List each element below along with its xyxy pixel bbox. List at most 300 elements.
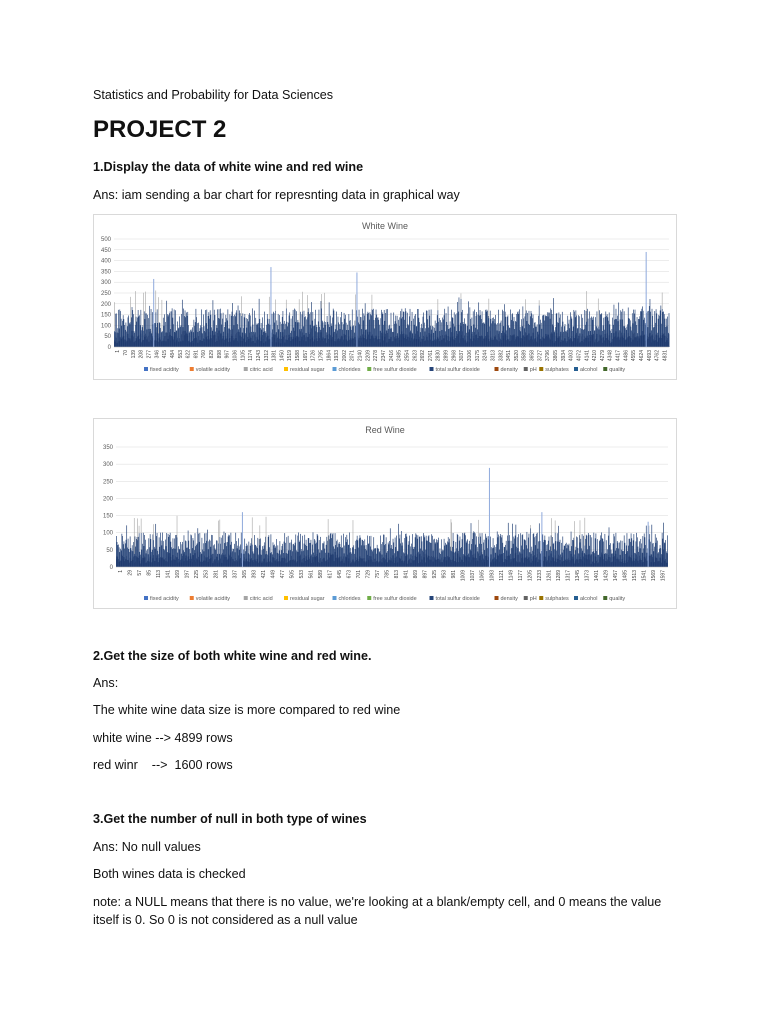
data-bar-base — [347, 341, 348, 347]
data-bar-base — [382, 333, 383, 347]
data-bar-base — [645, 558, 646, 567]
data-bar-base — [363, 332, 364, 347]
data-bar-base — [295, 560, 296, 567]
x-tick-label: 169 — [175, 570, 182, 579]
data-bar-base — [622, 337, 623, 347]
legend-label: chlorides — [338, 367, 361, 373]
data-bar-base — [538, 562, 539, 567]
data-bar-base — [205, 332, 206, 347]
data-bar-base — [310, 339, 311, 347]
data-bar-base — [622, 559, 623, 567]
data-bar-base — [526, 558, 527, 567]
data-bar-base — [535, 338, 536, 347]
data-bar-base — [323, 337, 324, 347]
data-bar-base — [180, 341, 181, 347]
data-bar-light — [580, 520, 581, 542]
x-tick-label: 484 — [169, 350, 176, 359]
data-bar-base — [575, 338, 576, 347]
data-bar-base — [335, 339, 336, 347]
data-bar-base — [223, 336, 224, 347]
data-bar-base — [563, 341, 564, 347]
data-bar-base — [330, 335, 331, 347]
x-tick-label: 113 — [156, 570, 163, 578]
data-bar-base — [618, 337, 619, 347]
red-wine-chart-svg — [94, 419, 676, 608]
data-bar-base — [182, 331, 183, 347]
data-bar-base — [294, 561, 295, 567]
data-bar-light — [286, 300, 287, 309]
data-bar-base — [665, 561, 666, 567]
data-bar-base — [127, 341, 128, 347]
data-bar-base — [496, 559, 497, 567]
data-bar-base — [455, 338, 456, 347]
data-bar-base — [548, 557, 549, 567]
data-bar-base — [133, 560, 134, 567]
x-tick-label: 561 — [308, 570, 315, 579]
data-bar-base — [280, 339, 281, 347]
data-bar-base — [351, 338, 352, 347]
data-bar-base — [174, 337, 175, 347]
x-tick-label: 141 — [165, 570, 172, 579]
data-bar-base — [164, 559, 165, 567]
x-tick-label: 1121 — [498, 570, 505, 581]
data-bar-light — [141, 519, 142, 533]
data-bar-base — [292, 339, 293, 347]
data-bar-base — [458, 335, 459, 347]
data-bar-base — [288, 338, 289, 347]
data-bar-base — [387, 562, 388, 567]
x-tick-label: 3727 — [537, 350, 544, 362]
data-bar-base — [354, 563, 355, 567]
data-bar-base — [366, 339, 367, 347]
data-bar-base — [667, 563, 668, 567]
x-tick-label: 4693 — [646, 350, 653, 362]
data-bar-base — [614, 556, 615, 567]
data-bar-base — [438, 337, 439, 347]
data-bar-base — [126, 340, 127, 347]
data-bar-base — [648, 337, 649, 347]
data-bar-base — [450, 338, 451, 347]
x-tick-label: 2002 — [341, 350, 348, 362]
data-bar-base — [148, 561, 149, 567]
data-bar-base — [359, 341, 360, 347]
data-bar-base — [562, 562, 563, 567]
data-bar-base — [488, 557, 489, 567]
data-bar-base — [540, 563, 541, 567]
x-tick-label: 1457 — [612, 570, 619, 582]
data-bar-base — [202, 341, 203, 347]
data-bar-base — [342, 559, 343, 567]
data-bar-base — [382, 562, 383, 567]
data-bar-base — [133, 337, 134, 347]
data-bar-base — [612, 342, 613, 347]
data-bar-base — [327, 560, 328, 567]
data-bar-base — [177, 340, 178, 347]
data-bar-base — [528, 340, 529, 347]
data-bar-base — [461, 335, 462, 347]
data-bar-base — [213, 329, 214, 347]
data-bar-base — [496, 559, 497, 567]
x-tick-label: 1345 — [574, 570, 581, 582]
answer-3-line-1: Ans: No null values — [93, 840, 201, 854]
data-bar-base — [607, 559, 608, 567]
data-bar-base — [171, 557, 172, 567]
data-bar-base — [585, 554, 586, 567]
data-bar-base — [400, 558, 401, 567]
data-bar-base — [124, 339, 125, 347]
data-bar-base — [207, 339, 208, 347]
x-tick-label: 4348 — [607, 350, 614, 362]
data-bar-base — [363, 337, 364, 347]
data-bar-base — [313, 562, 314, 567]
data-bar-base — [416, 557, 417, 567]
data-bar-base — [146, 563, 147, 567]
data-bar-base — [179, 342, 180, 347]
y-tick-label: 200 — [102, 496, 113, 503]
data-bar-base — [211, 555, 212, 567]
data-bar-base — [238, 332, 239, 347]
data-bar-base — [576, 333, 577, 347]
data-bar-base — [425, 341, 426, 347]
data-bar-base — [582, 561, 583, 567]
data-bar-base — [281, 339, 282, 347]
data-bar-base — [512, 548, 513, 567]
data-bar-base — [149, 332, 150, 347]
data-bar-base — [616, 331, 617, 347]
data-bar-base — [661, 563, 662, 567]
x-tick-label: 2968 — [451, 350, 458, 362]
legend-swatch — [574, 596, 578, 600]
data-bar-base — [544, 557, 545, 567]
data-bar-base — [155, 549, 156, 567]
data-bar-base — [450, 559, 451, 567]
y-tick-label: 350 — [102, 445, 113, 451]
data-bar-base — [654, 562, 655, 567]
data-bar-base — [116, 559, 117, 567]
data-bar-base — [602, 557, 603, 567]
data-bar-base — [643, 562, 644, 567]
data-bar-base — [438, 559, 439, 567]
data-bar-base — [329, 340, 330, 347]
data-bar-base — [524, 558, 525, 567]
data-bar-base — [426, 335, 427, 347]
data-bar-base — [483, 339, 484, 347]
x-tick-label: 1177 — [517, 570, 524, 581]
data-bar-base — [158, 562, 159, 567]
data-bar-base — [192, 341, 193, 347]
data-bar-base — [217, 557, 218, 567]
x-tick-label: 4762 — [654, 350, 661, 362]
data-bar-base — [364, 338, 365, 347]
data-bar-base — [381, 559, 382, 567]
data-bar-base — [306, 559, 307, 567]
data-bar-base — [565, 560, 566, 567]
data-bar-base — [524, 557, 525, 567]
data-bar-base — [399, 336, 400, 347]
data-bar-base — [588, 555, 589, 567]
data-bar-base — [621, 333, 622, 347]
answer-1: Ans: iam sending a bar chart for represnting data in graphical way — [93, 188, 460, 202]
data-bar-base — [116, 338, 117, 347]
data-bar-base — [139, 339, 140, 347]
data-bar-base — [551, 553, 552, 567]
data-bar-base — [222, 339, 223, 347]
data-bar-base — [546, 334, 547, 347]
data-bar-base — [553, 326, 554, 347]
data-bar-base — [658, 338, 659, 347]
data-bar-base — [165, 558, 166, 567]
chart-title: White Wine — [361, 221, 409, 231]
data-bar-base — [400, 334, 401, 347]
data-bar-base — [490, 331, 491, 347]
data-bar-base — [436, 339, 437, 347]
data-bar-base — [544, 338, 545, 347]
data-bar-base — [297, 556, 298, 567]
data-bar-base — [545, 557, 546, 567]
data-bar-base — [378, 561, 379, 567]
data-bar-base — [353, 561, 354, 567]
data-bar-base — [241, 553, 242, 567]
data-bar-base — [162, 341, 163, 347]
data-bar-base — [119, 337, 120, 347]
data-bar-base — [217, 563, 218, 567]
data-bar-base — [230, 338, 231, 347]
data-bar-base — [597, 560, 598, 567]
data-bar-base — [638, 561, 639, 567]
data-bar-base — [661, 338, 662, 347]
x-tick-label: 1795 — [318, 350, 325, 362]
data-bar-base — [356, 560, 357, 567]
data-bar-base — [221, 333, 222, 347]
data-bar-base — [393, 560, 394, 567]
data-bar-base — [324, 558, 325, 567]
data-bar-base — [468, 332, 469, 347]
data-bar-base — [233, 560, 234, 567]
data-bar-base — [160, 557, 161, 567]
data-bar-base — [325, 338, 326, 347]
data-bar-base — [481, 560, 482, 567]
data-bar-base — [549, 338, 550, 347]
data-bar-base — [495, 561, 496, 567]
data-bar-base — [164, 341, 165, 347]
legend-label: quality — [609, 367, 626, 373]
data-bar-base — [657, 558, 658, 567]
legend-swatch — [524, 367, 528, 371]
data-bar-base — [189, 559, 190, 567]
data-bar-base — [124, 557, 125, 567]
data-bar-base — [422, 560, 423, 567]
data-bar-base — [349, 558, 350, 567]
data-bar-base — [130, 338, 131, 347]
data-bar-base — [117, 343, 118, 347]
data-bar-base — [430, 557, 431, 567]
data-bar-base — [604, 563, 605, 567]
data-bar-base — [427, 557, 428, 567]
data-bar-base — [240, 559, 241, 567]
data-bar-light — [153, 524, 154, 540]
data-bar-base — [644, 557, 645, 567]
data-bar-base — [602, 343, 603, 347]
data-bar-base — [394, 337, 395, 347]
data-bar-base — [581, 559, 582, 567]
data-bar-base — [511, 562, 512, 567]
data-bar-base — [636, 559, 637, 567]
data-bar-base — [205, 561, 206, 567]
data-bar-base — [388, 342, 389, 347]
data-bar-base — [194, 338, 195, 347]
data-bar-base — [484, 560, 485, 567]
data-bar-base — [517, 555, 518, 567]
data-bar-base — [563, 561, 564, 567]
data-bar-base — [278, 337, 279, 347]
data-bar-base — [249, 333, 250, 347]
data-bar-base — [210, 338, 211, 347]
data-bar-base — [167, 562, 168, 567]
data-bar-base — [622, 561, 623, 567]
data-bar-base — [603, 337, 604, 347]
data-bar-base — [608, 340, 609, 347]
data-bar-light — [321, 294, 322, 308]
data-bar-base — [255, 560, 256, 567]
data-bar-base — [495, 335, 496, 347]
data-bar-base — [275, 560, 276, 567]
data-bar-base — [527, 335, 528, 347]
data-bar-base — [379, 339, 380, 347]
data-bar-base — [214, 332, 215, 347]
data-bar-base — [319, 559, 320, 567]
legend-swatch — [495, 367, 499, 371]
data-bar-base — [226, 560, 227, 567]
data-bar-light — [155, 290, 156, 312]
data-bar-base — [391, 341, 392, 347]
data-bar-base — [226, 339, 227, 347]
data-bar-base — [280, 556, 281, 567]
data-bar-base — [477, 560, 478, 567]
data-bar-base — [482, 552, 483, 567]
data-bar-base — [166, 341, 167, 347]
data-bar-base — [183, 561, 184, 567]
data-bar-base — [605, 338, 606, 347]
data-bar-base — [629, 557, 630, 567]
data-bar-base — [487, 560, 488, 567]
y-tick-label: 250 — [100, 291, 111, 297]
data-bar-base — [525, 332, 526, 347]
data-bar-base — [632, 561, 633, 567]
data-bar-base — [659, 338, 660, 347]
data-bar-base — [412, 556, 413, 567]
data-bar-base — [552, 334, 553, 347]
data-bar-base — [554, 343, 555, 347]
data-bar-base — [216, 339, 217, 347]
data-bar-base — [457, 553, 458, 567]
data-bar-base — [193, 555, 194, 567]
data-bar-base — [224, 340, 225, 347]
data-bar-light — [353, 520, 354, 547]
data-bar-base — [644, 335, 645, 347]
legend-label: volatile acidity — [195, 367, 230, 373]
data-bar-base — [619, 340, 620, 347]
data-bar-base — [340, 561, 341, 567]
data-bar-base — [295, 338, 296, 347]
data-bar-base — [153, 555, 154, 567]
data-bar-base — [395, 339, 396, 347]
data-bar-base — [296, 562, 297, 567]
data-bar-base — [235, 558, 236, 567]
data-bar-base — [185, 331, 186, 347]
data-bar-base — [544, 556, 545, 567]
data-bar-base — [409, 559, 410, 567]
data-bar-base — [208, 556, 209, 567]
data-bar-base — [130, 558, 131, 567]
data-bar-base — [429, 335, 430, 347]
data-bar-base — [214, 560, 215, 567]
x-tick-label: 1 — [118, 570, 125, 573]
data-bar-base — [122, 337, 123, 347]
data-bar-base — [467, 555, 468, 567]
data-bar-base — [471, 551, 472, 567]
legend-label: quality — [609, 596, 626, 602]
data-bar-base — [199, 555, 200, 567]
data-bar-base — [156, 558, 157, 567]
x-tick-label: 617 — [327, 570, 334, 579]
x-tick-label: 1485 — [622, 570, 629, 582]
x-tick-label: 897 — [422, 570, 429, 579]
data-bar-base — [138, 336, 139, 347]
data-bar-base — [500, 339, 501, 347]
data-bar-base — [150, 557, 151, 567]
data-bar-base — [573, 338, 574, 347]
legend-swatch — [333, 367, 337, 371]
data-bar-base — [567, 559, 568, 567]
data-bar-base — [539, 552, 540, 567]
x-tick-label: 2899 — [443, 350, 450, 362]
data-bar-base — [570, 338, 571, 347]
data-bar-base — [439, 337, 440, 347]
data-bar-base — [465, 340, 466, 347]
data-bar-base — [633, 340, 634, 347]
data-bar-base — [187, 336, 188, 347]
data-bar-base — [121, 561, 122, 567]
data-bar-base — [331, 555, 332, 567]
data-bar-base — [293, 337, 294, 347]
data-bar-base — [352, 337, 353, 347]
data-bar-base — [633, 334, 634, 347]
x-tick-label: 477 — [279, 570, 286, 579]
x-tick-label: 898 — [216, 350, 223, 359]
data-bar-base — [142, 558, 143, 567]
data-bar-base — [625, 340, 626, 347]
data-bar-base — [614, 337, 615, 347]
data-bar-base — [549, 556, 550, 567]
data-bar-base — [569, 560, 570, 567]
data-bar-base — [597, 334, 598, 347]
data-bar-base — [314, 339, 315, 347]
data-bar-base — [308, 332, 309, 347]
data-bar-base — [250, 337, 251, 347]
data-bar-base — [210, 559, 211, 567]
data-bar-base — [650, 333, 651, 347]
data-bar-base — [391, 337, 392, 347]
data-bar-base — [589, 335, 590, 347]
data-bar-base — [641, 560, 642, 567]
x-tick-label: 225 — [194, 570, 201, 579]
data-bar-base — [513, 335, 514, 347]
data-bar-base — [180, 560, 181, 567]
data-bar-base — [287, 340, 288, 347]
data-bar-base — [215, 559, 216, 567]
data-bar-base — [433, 556, 434, 567]
data-bar-base — [475, 561, 476, 567]
